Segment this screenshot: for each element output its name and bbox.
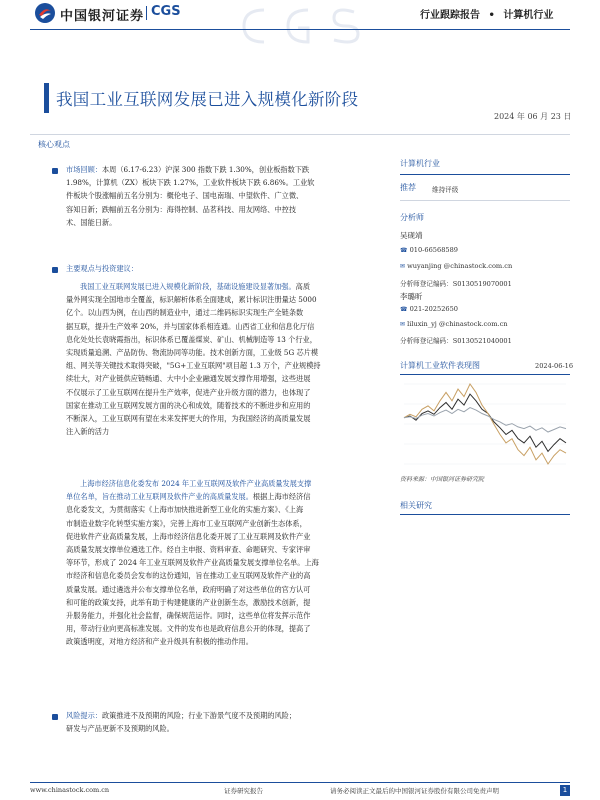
rating-label: 推荐 xyxy=(400,183,416,192)
market-line: 术、国能日新。 xyxy=(66,217,117,227)
para2-highlight-line: 上海市经济信息化委发布 2024 年工业互联网及软件产业高质量发展支撑 xyxy=(80,479,312,488)
para1-line: 亿个。以山西为例，在山西的制造业中，通过二维码标识实现生产全链条数 xyxy=(66,308,304,318)
market-lead: 市场回顾： xyxy=(66,165,102,174)
footer-disclaimer: 请务必阅读正文最后的中国银河证券股份有限公司免责声明 xyxy=(330,787,499,795)
para1-line-1: 我国工业互联网发展已进入规模化新阶段，基础设施建设显著加强。高质 xyxy=(80,282,311,291)
views-para-2 xyxy=(66,477,376,649)
para1-line: 注入新的活力 xyxy=(66,427,110,437)
title-accent-bar xyxy=(44,83,49,113)
risk-line: 研发与产品更新不及预期的风险。 xyxy=(66,724,174,734)
para1-line: 息化处处长袁晓霞指出，标识体系已覆盖煤炭、矿山、机械制造等 13 个行业， xyxy=(66,334,317,344)
para2-line: 升服务能力，并强化社会监督，确保规范运作。同时，这些单位将发挥示范作 xyxy=(66,611,311,621)
phone-icon: ☎ xyxy=(400,247,408,254)
header-industry: 计算机行业 xyxy=(503,10,554,21)
footer-doc-type: 证券研究报告 xyxy=(224,787,263,795)
logo-divider xyxy=(146,6,147,20)
analyst-name: 吴砚靖 xyxy=(400,231,423,240)
market-line: 容知日新；跌幅前五名分别为：海得控制、品茗科技、用友网络、中控技 xyxy=(66,204,297,214)
mail-icon: ✉ xyxy=(400,321,406,328)
analyst-phone: ☎ 021-20252650 xyxy=(400,305,458,313)
para2-line: 息化委发文，为贯彻落实《上海市加快推进新型工业化的实施方案》、《上海 xyxy=(66,505,304,515)
para2-line: 促进软件产业高质量发展，上海市经济信息化委开展了工业互联网及软件产业 xyxy=(66,531,311,541)
risk-warning xyxy=(66,709,376,735)
report-date: 2024 年 06 月 23 日 xyxy=(494,112,572,121)
logo-text-en: CGS xyxy=(151,4,181,19)
chart-series-line xyxy=(404,394,566,451)
risk-line-1: 风险提示：政策推进不及预期的风险；行业下游景气度不及预期的风险； xyxy=(66,711,297,720)
rating-value: 维持评级 xyxy=(432,186,459,194)
footer-divider xyxy=(30,782,570,783)
header-right xyxy=(420,6,553,21)
bullet-icon xyxy=(52,714,58,720)
chart-divider xyxy=(400,374,570,375)
para1-line: 续壮大，对产业链供应链畅通、大中小企业融通发展支撑作用增强，这些进展 xyxy=(66,374,311,384)
title-divider xyxy=(30,134,570,135)
views-heading: 主要观点与投资建议： xyxy=(66,264,138,273)
header-divider xyxy=(30,29,570,30)
sidebar-industry-title: 计算机行业 xyxy=(400,159,440,168)
para2-line: 用，带动行业向更高标准发展。文件的发布也是政府信息公开的体现，提高了 xyxy=(66,624,311,634)
para1-line: 据互联，提升生产效率 20%，并与国家体系相连通。山西省工业和信息化厅信 xyxy=(66,321,315,331)
chart-date: 2024-06-16 xyxy=(535,362,574,370)
chart-title: 计算机工业软件表现图 xyxy=(400,361,480,370)
para2-line: 市制造业数字化转型实施方案》，完善上海市工业互联网产业创新生态体系， xyxy=(66,518,307,528)
analyst-reg-code: 分析师登记编码：S0130521040001 xyxy=(400,337,512,345)
page-title: 我国工业互联网发展已进入规模化新阶段 xyxy=(56,90,359,109)
analyst-phone: ☎ 010-66568589 xyxy=(400,246,458,254)
chart-source: 资料来源：中国银河证券研究院 xyxy=(400,476,485,483)
para2-line: 市经济和信息化委员会发布的这份通知，旨在推动工业互联网及软件产业的高 xyxy=(66,571,311,581)
para1-line: 不断深入，工业互联网有望在未来发挥更大的作用，为我国经济的高质量发展 xyxy=(66,414,311,424)
sidebar-divider-thin xyxy=(400,200,570,201)
cgs-watermark-icon xyxy=(236,4,366,44)
risk-lead: 风险提示： xyxy=(66,711,102,720)
para2-line: 高质量发展支撑单位遴选工作。经自主申报、资料审查、命题研究、专家评审 xyxy=(66,545,311,555)
bullet-icon xyxy=(52,267,58,273)
views-para-1 xyxy=(66,280,376,438)
performance-chart xyxy=(400,378,570,470)
logo-text-cn: 中国银河证券 xyxy=(60,9,145,24)
core-views-label: 核心观点 xyxy=(38,140,70,149)
para2-line: 质量发展。通过遴选并公布支撑单位名单，政府明确了对这些单位的官方认可 xyxy=(66,584,311,594)
mail-icon: ✉ xyxy=(400,263,406,270)
sidebar-divider xyxy=(400,174,570,175)
market-line: 1.98%，计算机（ZX）板块下跌 1.27%，工业软件板块下跌 6.86%。工业软 xyxy=(66,178,315,188)
para1-line: 量外网实现全国地市全覆盖，标识解析体系全面建成，累计标识注册量达 5000 xyxy=(66,295,317,305)
cgs-logo-icon xyxy=(34,2,56,24)
para1-line: 实现质量追溯、产品防伪、物流协同等功能。技术创新方面，工业级 5G 芯片模 xyxy=(66,348,319,358)
market-review xyxy=(66,163,376,229)
para1-line: 组、网关等关键技术取得突破，"5G+工业互联网"项目超 1.3 万个，产业规模持 xyxy=(66,361,321,371)
analyst-reg-code: 分析师登记编码：S0130519070001 xyxy=(400,280,512,288)
analyst-section-title: 分析师 xyxy=(400,213,424,222)
phone-icon: ☎ xyxy=(400,306,408,313)
header-dot: • xyxy=(488,10,495,21)
para2-line: 等环节，形成了 2024 年工业互联网及软件产业高质量发展支撑单位名单。上海 xyxy=(66,558,319,568)
page-number: 1 xyxy=(560,785,570,796)
analyst-name: 李璐昕 xyxy=(400,292,423,301)
market-line-1: 市场回顾：本周（6.17-6.23）沪深 300 指数下跌 1.30%，创业板指数下跌 xyxy=(66,165,310,174)
related-divider xyxy=(400,514,570,515)
market-line: 件板块个股涨幅前五名分别为：概伦电子、国电南瑞、中望软件、广立微、 xyxy=(66,191,304,201)
bullet-icon xyxy=(52,168,58,174)
para2-line: 和可能的政策支持，此举有助于构建健康的产业创新生态，激励技术创新，提 xyxy=(66,597,311,607)
analyst-email[interactable]: ✉ liluxin_yj @chinastock.com.cn xyxy=(400,320,508,328)
analyst-email[interactable]: ✉ wuyanjing @chinastock.com.cn xyxy=(400,262,513,270)
para2-line-2: 单位名单，旨在推动工业互联网及软件产业的高质量发展。根据上海市经济信 xyxy=(66,492,311,502)
related-research-title: 相关研究 xyxy=(400,501,432,510)
para1-line: 国家在推动工业互联网发展方面的决心和成效，随着技术的不断进步和应用的 xyxy=(66,400,311,410)
para1-highlight: 我国工业互联网发展已进入规模化新阶段，基础设施建设显著加强。 xyxy=(80,282,296,291)
para1-line: 不仅展示了工业互联网在提升生产效率，促进产业升级方面的潜力，也体现了 xyxy=(66,387,311,397)
footer-website[interactable]: www.chinastock.com.cn xyxy=(30,786,110,794)
para2-line: 政策透明度，对地方经济和产业升级具有积极的推动作用。 xyxy=(66,637,253,647)
doc-type: 行业跟踪报告 xyxy=(420,10,480,21)
